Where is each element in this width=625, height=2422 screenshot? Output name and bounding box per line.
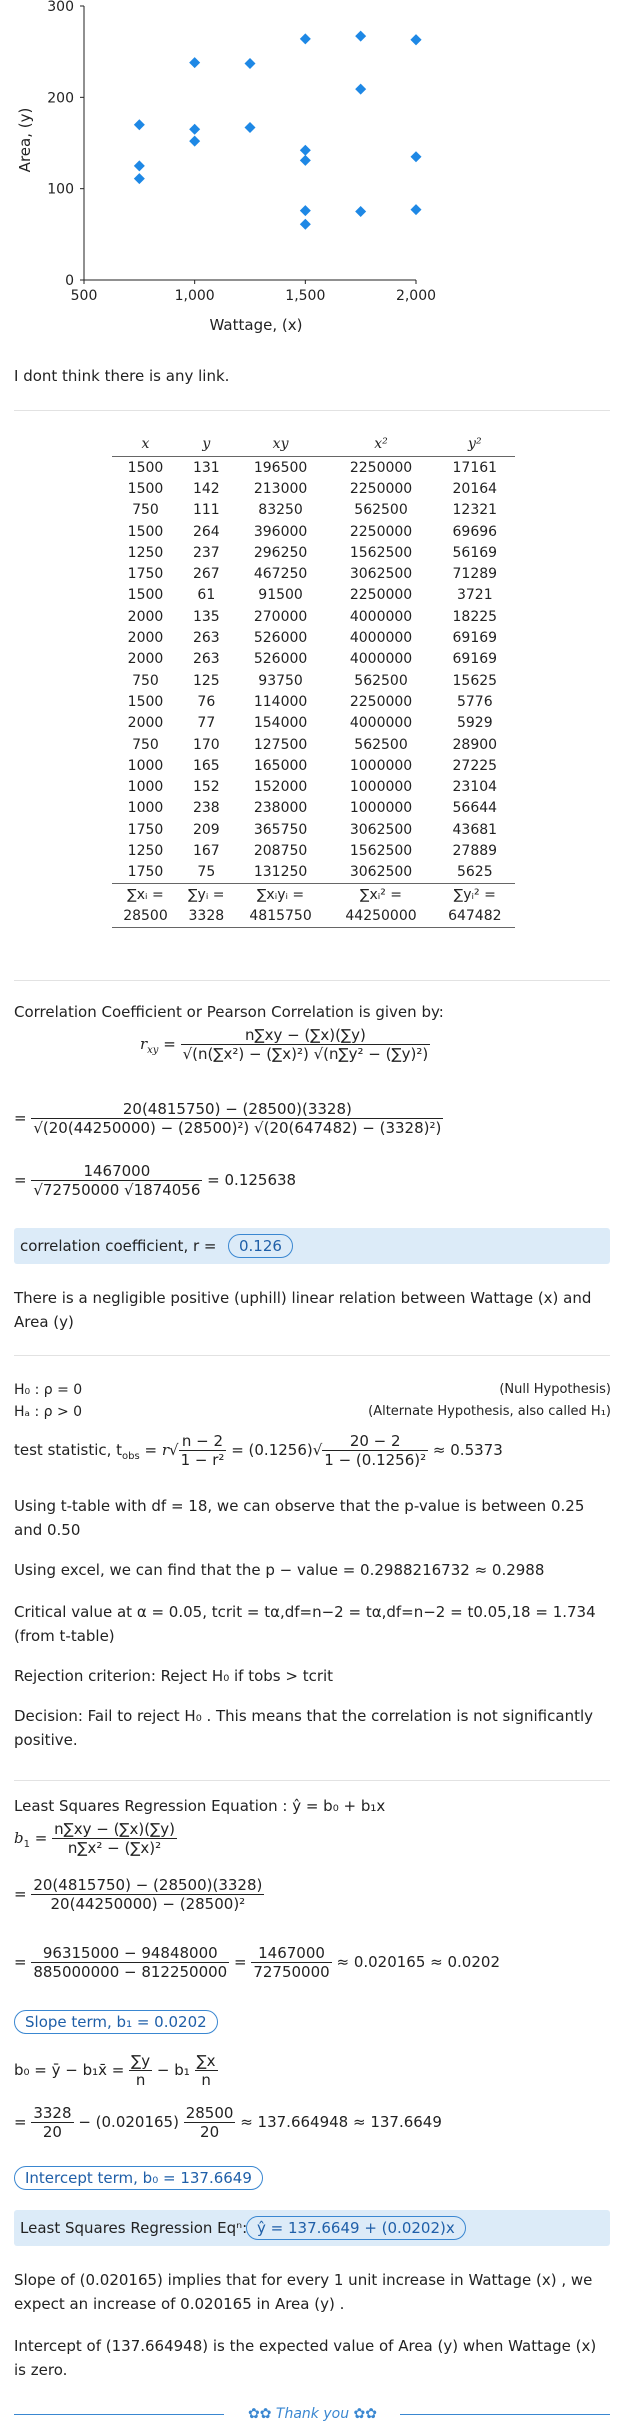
sum-value: 4815750 <box>234 905 328 927</box>
table-cell: 167 <box>192 842 220 859</box>
b0-result: ≈ 137.664948 ≈ 137.6649 <box>240 2113 442 2131</box>
table-cell: 3062500 <box>349 821 413 838</box>
x-tick-label: 2,000 <box>395 288 437 304</box>
table-cell: 238 <box>192 800 220 817</box>
table-row <box>112 457 515 479</box>
table-row <box>112 670 515 691</box>
data-point <box>300 205 311 216</box>
table-cell: 131 <box>192 459 220 476</box>
table-cell: 562500 <box>354 736 408 753</box>
table-cell: 2000 <box>127 715 164 732</box>
table-row <box>112 776 515 797</box>
data-point <box>355 84 366 95</box>
table-cell: 1750 <box>127 864 164 881</box>
correlation-result-bar <box>14 1228 610 1264</box>
rejection-criterion: Rejection criterion: Reject H₀ if tobs > tcrit <box>14 1667 334 1685</box>
table-header-row <box>112 432 515 457</box>
r-step2-denominator: √72750000 √1874056 <box>33 1181 201 1199</box>
table-cell: 1750 <box>127 566 164 583</box>
r-denominator: √(n(∑x²) − (∑x)²) √(n∑y² − (∑y)²) <box>182 1045 429 1063</box>
sum-value: 647482 <box>435 905 515 927</box>
table-cell: 750 <box>132 736 159 753</box>
x-tick-label: 1,500 <box>285 288 326 304</box>
b1-step3-denominator: 72750000 <box>253 1963 330 1981</box>
table-cell: 270000 <box>253 608 308 625</box>
no-link-text: I dont think there is any link. <box>14 367 230 385</box>
t-frac-denominator: 1 − r² <box>180 1451 225 1469</box>
r-step2-numerator: 1467000 <box>31 1162 202 1181</box>
intercept-pill: Intercept term, b₀ = 137.6649 <box>14 2166 263 2190</box>
table-cell: 127500 <box>253 736 308 753</box>
table-cell: 1500 <box>127 693 164 710</box>
divider <box>14 1355 610 1356</box>
x-tick-label: 1,000 <box>174 288 215 304</box>
alt-hypothesis-note: (Alternate Hypothesis, also called H₁) <box>368 1404 611 1419</box>
r-subscript: xy <box>147 1045 159 1056</box>
b1-denominator: n∑x² − (∑x)² <box>67 1839 162 1857</box>
sum-label: ∑xᵢ² = <box>327 883 434 905</box>
decision-text: Decision: Fail to reject H₀ . This means that the correlation is not significantly positive. <box>14 1707 594 1749</box>
sum-label: ∑yᵢ = <box>179 883 234 905</box>
table-cell: 170 <box>192 736 220 753</box>
b0-step: = $\frac{3328}{20}$ − (0.020165) $\frac{28500}{20}$ ≈ 137.664948 ≈ 137.6649 <box>14 2104 442 2141</box>
table-cell: 3062500 <box>349 864 413 881</box>
table-cell: 750 <box>132 672 159 689</box>
table-cell: 750 <box>132 502 159 519</box>
table-cell: 69169 <box>452 630 498 647</box>
b1-formula: $b_1$ = $\frac{n\sum xy - (\sum x)(\sum y)}{\text{n∑x² − (∑x)²}}$ <box>14 1820 175 1857</box>
data-point <box>355 31 366 42</box>
b0-formula <box>14 2052 218 2089</box>
data-point <box>189 124 200 135</box>
r-step-1: = $\frac{20(4815750) - (28500)(3328)}{\text{√(20(44250000) − (28500)²) √(20(647482) − (3328)²)}}$ <box>14 1100 442 1137</box>
table-cell: 365750 <box>253 821 308 838</box>
x-axis-label: Wattage, (x) <box>209 316 303 334</box>
table-cell: 3721 <box>456 587 493 604</box>
divider <box>14 410 610 411</box>
table-cell: 1562500 <box>349 842 413 859</box>
table-cell: 1500 <box>127 459 164 476</box>
table-cell: 93750 <box>258 672 303 689</box>
table-cell: 2000 <box>127 608 164 625</box>
column-header: x² <box>327 432 434 457</box>
table-row <box>112 713 515 734</box>
t-frac2-numerator: 20 − 2 <box>322 1432 428 1451</box>
table-row <box>112 819 515 840</box>
table-cell: 135 <box>192 608 220 625</box>
table-cell: 237 <box>192 544 220 561</box>
table-cell: 2250000 <box>349 587 413 604</box>
b0-s1-numerator: 3328 <box>33 2104 72 2122</box>
b1-step-1: = $\frac{20(4815750) - (28500)(3328)}{\text{20(44250000) − (28500)²}}$ <box>14 1876 263 1913</box>
table-cell: 1000000 <box>349 757 413 774</box>
b1-step3-numerator: 1467000 <box>251 1944 331 1963</box>
test-statistic: test statistic, $t_{obs} = r√$ $\frac{n - 2}{\text{1 − r²}}$ = (0.1256)√ $\frac{20 - 2}{\text{1 − (0.1256)²}}$ ≈ 0.5373 <box>14 1432 503 1469</box>
table-row <box>112 734 515 755</box>
table-cell: 4000000 <box>349 630 413 647</box>
y-tick-label: 100 <box>47 181 74 198</box>
alt-hypothesis: Hₐ : ρ > 0 <box>14 1404 83 1420</box>
data-point <box>245 122 256 133</box>
table-cell: 12321 <box>452 502 498 519</box>
data-point <box>300 219 311 230</box>
table-cell: 15625 <box>452 672 498 689</box>
y-tick-label: 0 <box>65 273 74 289</box>
column-header: xy <box>234 432 328 457</box>
table-row <box>112 691 515 712</box>
sum-label: ∑xᵢ = <box>112 883 179 905</box>
table-cell: 2250000 <box>349 693 413 710</box>
table-cell: 61 <box>197 587 216 604</box>
table-cell: 91500 <box>258 587 303 604</box>
table-row <box>112 606 515 627</box>
table-row <box>112 862 515 884</box>
table-cell: 69169 <box>452 651 498 668</box>
data-point <box>134 160 145 171</box>
sum-value: 3328 <box>179 905 234 927</box>
null-hypothesis-note: (Null Hypothesis) <box>499 1382 611 1397</box>
table-cell: 263 <box>192 651 220 668</box>
table-cell: 1500 <box>127 480 164 497</box>
table-row <box>112 478 515 499</box>
table-cell: 526000 <box>253 630 308 647</box>
ls-equation-title: Least Squares Regression Equation : ŷ = b₀ + b₁x <box>14 1797 386 1815</box>
b0-s2-denominator: 20 <box>200 2123 220 2141</box>
table-cell: 2250000 <box>349 459 413 476</box>
sum-value: 28500 <box>112 905 179 927</box>
table-cell: 526000 <box>253 651 308 668</box>
table-cell: 267 <box>192 566 220 583</box>
table-row <box>112 798 515 819</box>
r-symbol: r <box>140 1035 148 1053</box>
table-cell: 165 <box>192 757 220 774</box>
table-cell: 1562500 <box>349 544 413 561</box>
t-mid: = (0.1256) <box>231 1441 313 1459</box>
table-cell: 71289 <box>452 566 498 583</box>
r-step2-result: = 0.125638 <box>207 1171 297 1189</box>
table-cell: 296250 <box>253 544 308 561</box>
t-table-text: Using t-table with df = 18, we can observe that the p-value is between 0.25 and 0.50 <box>14 1497 585 1539</box>
table-cell: 165000 <box>253 757 308 774</box>
table-cell: 1250 <box>127 544 164 561</box>
data-point <box>300 155 311 166</box>
table-cell: 154000 <box>253 715 308 732</box>
table-cell: 263 <box>192 630 220 647</box>
y-tick-label: 300 <box>47 0 74 15</box>
table-cell: 27889 <box>452 842 498 859</box>
divider <box>14 980 610 981</box>
b1-step2-numerator: 96315000 − 94848000 <box>31 1944 229 1963</box>
b1-step1-numerator: 20(4815750) − (28500)(3328) <box>33 1876 263 1894</box>
b1-result: ≈ 0.020165 ≈ 0.0202 <box>336 1953 500 1971</box>
r-numerator: n∑xy − (∑x)(∑y) <box>181 1026 431 1045</box>
table-cell: 43681 <box>452 821 498 838</box>
b0-frac2-denominator: n <box>201 2071 211 2089</box>
r-step-2: = $\frac{1467000}{√72750000 √1874056}$ = 0.125638 <box>14 1162 297 1199</box>
table-cell: 131250 <box>253 864 308 881</box>
table-cell: 69696 <box>452 523 498 540</box>
table-cell: 152 <box>192 779 220 796</box>
table-row <box>112 563 515 584</box>
table-cell: 5929 <box>456 715 493 732</box>
table-cell: 2000 <box>127 651 164 668</box>
column-header: y² <box>435 432 515 457</box>
thank-you-text: Thank you <box>275 2406 350 2422</box>
scatter-chart <box>0 0 625 340</box>
ls-equation-label: Least Squares Regression Eqⁿ: <box>20 2219 248 2237</box>
table-cell: 1000000 <box>349 779 413 796</box>
data-point <box>300 33 311 44</box>
t-frac2-denominator: 1 − (0.1256)² <box>324 1451 427 1469</box>
sum-label-row <box>112 883 515 905</box>
correlation-intro: Correlation Coefficient or Pearson Correlation is given by: <box>14 1003 444 1021</box>
b0-frac1-denominator: n <box>135 2071 146 2089</box>
t-frac-numerator: n − 2 <box>179 1432 227 1451</box>
pearson-formula: $r_{xy}$ = $\frac{n\sum xy - (\sum x)(\sum y)}{\text{√(n(∑x²) − (∑x)²) √(n∑y² − (∑y)²)}}$ <box>140 1026 429 1063</box>
table-cell: 264 <box>192 523 220 540</box>
table-cell: 467250 <box>253 566 308 583</box>
data-point <box>189 136 200 147</box>
slope-pill: Slope term, b₁ = 0.0202 <box>14 2010 218 2034</box>
table-cell: 114000 <box>253 693 308 710</box>
table-cell: 77 <box>197 715 216 732</box>
table-cell: 213000 <box>253 480 308 497</box>
data-point <box>134 119 145 130</box>
b0-minus: − b₁ <box>156 2061 190 2079</box>
thank-you: ✿✿ Thank you ✿✿ <box>247 2406 377 2422</box>
data-point <box>134 173 145 184</box>
table-row <box>112 755 515 776</box>
table-cell: 2250000 <box>349 523 413 540</box>
table-cell: 2250000 <box>349 480 413 497</box>
slope-interpretation: Slope of (0.020165) implies that for every 1 unit increase in Wattage (x) , we expect an increase of 0.020165 in Area (y) . <box>14 2271 593 2313</box>
sum-value: 44250000 <box>327 905 434 927</box>
table-cell: 56169 <box>452 544 498 561</box>
table-cell: 56644 <box>452 800 498 817</box>
table-cell: 1000000 <box>349 800 413 817</box>
table-cell: 111 <box>192 502 220 519</box>
x-tick-label: 500 <box>70 288 98 304</box>
data-point <box>411 151 422 162</box>
table-row <box>112 542 515 563</box>
table-cell: 562500 <box>354 672 408 689</box>
table-cell: 18225 <box>452 608 498 625</box>
data-point <box>411 34 422 45</box>
data-point <box>300 145 311 156</box>
table-cell: 152000 <box>253 779 308 796</box>
table-cell: 17161 <box>452 459 498 476</box>
table-cell: 125 <box>192 672 220 689</box>
table-cell: 28900 <box>452 736 498 753</box>
table-cell: 75 <box>197 864 216 881</box>
b1-numerator: n∑xy − (∑x)(∑y) <box>54 1820 175 1838</box>
r-step1-numerator: 20(4815750) − (28500)(3328) <box>31 1100 443 1119</box>
b0-s2-numerator: 28500 <box>185 2104 234 2122</box>
b1-step-2: = $\frac{96315000 - 94848000}{885000000 - 812250000}$ = $\frac{1467000}{72750000}$ ≈ 0.020165 ≈ 0.0202 <box>14 1944 500 1981</box>
table-cell: 4000000 <box>349 651 413 668</box>
table-cell: 1750 <box>127 821 164 838</box>
table-row <box>112 521 515 542</box>
data-point <box>355 206 366 217</box>
table-cell: 208750 <box>253 842 308 859</box>
table-cell: 1250 <box>127 842 164 859</box>
table-cell: 1500 <box>127 587 164 604</box>
relation-text: There is a negligible positive (uphill) linear relation between Wattage (x) and Area (y) <box>14 1289 592 1331</box>
b0-s1-denominator: 20 <box>42 2123 62 2141</box>
test-statistic-label: test statistic, t <box>14 1441 123 1459</box>
table-cell: 562500 <box>354 502 408 519</box>
table-cell: 5776 <box>456 693 493 710</box>
column-header: x <box>112 432 179 457</box>
excel-text: Using excel, we can find that the p − value = 0.2988216732 ≈ 0.2988 <box>14 1561 545 1579</box>
y-tick-label: 200 <box>47 90 74 107</box>
test-statistic-subscript: obs <box>122 1451 140 1462</box>
correlation-value-pill: 0.126 <box>228 1234 293 1258</box>
table-cell: 396000 <box>253 523 308 540</box>
r-step1-denominator: √(20(44250000) − (28500)²) √(20(647482) − (3328)²) <box>33 1119 442 1137</box>
column-header: y <box>179 432 234 457</box>
table-cell: 23104 <box>452 779 498 796</box>
b0-lhs: b₀ = ȳ − b₁x̄ = <box>14 2061 125 2079</box>
table-cell: 142 <box>192 480 220 497</box>
table-row <box>112 840 515 861</box>
table-cell: 1000 <box>127 800 164 817</box>
critical-value-text: Critical value at α = 0.05, tcrit = tα,df=n−2 = tα,df=n−2 = t0.05,18 = 1.734 (from t-table) <box>14 1603 596 1645</box>
correlation-label: correlation coefficient, r = <box>20 1237 217 1255</box>
table-cell: 5625 <box>456 864 493 881</box>
b1-step1-denominator: 20(44250000) − (28500)² <box>50 1895 246 1913</box>
table-cell: 196500 <box>253 459 308 476</box>
sum-label: ∑yᵢ² = <box>435 883 515 905</box>
data-point <box>189 57 200 68</box>
table-cell: 20164 <box>452 480 498 497</box>
table-cell: 83250 <box>258 502 303 519</box>
b0-s-mid: − (0.020165) <box>78 2113 179 2131</box>
table-cell: 3062500 <box>349 566 413 583</box>
table-row <box>112 500 515 521</box>
table-cell: 4000000 <box>349 715 413 732</box>
sum-value-row <box>112 905 515 927</box>
divider <box>14 1780 610 1781</box>
table-cell: 1500 <box>127 523 164 540</box>
table-cell: 2000 <box>127 630 164 647</box>
intercept-interpretation: Intercept of (137.664948) is the expected value of Area (y) when Wattage (x) is zero. <box>14 2337 597 2379</box>
b0-frac1-numerator: ∑y <box>131 2052 151 2070</box>
table-cell: 4000000 <box>349 608 413 625</box>
data-point <box>411 204 422 215</box>
table-cell: 238000 <box>253 800 308 817</box>
table-row <box>112 649 515 670</box>
table-cell: 209 <box>192 821 220 838</box>
data-table <box>112 432 515 928</box>
ls-equation-pill: ŷ = 137.6649 + (0.0202)x <box>246 2216 466 2240</box>
table-cell: 76 <box>197 693 216 710</box>
test-statistic-result: ≈ 0.5373 <box>432 1441 503 1459</box>
ls-equation-bar <box>14 2210 610 2246</box>
b0-frac2-numerator: ∑x <box>196 2052 216 2070</box>
table-cell: 27225 <box>452 757 498 774</box>
table-row <box>112 627 515 648</box>
data-point <box>245 58 256 69</box>
y-axis-label: Area, (y) <box>16 107 34 173</box>
null-hypothesis: H₀ : ρ = 0 <box>14 1382 83 1398</box>
table-row <box>112 585 515 606</box>
b1-step2-denominator: 885000000 − 812250000 <box>33 1963 228 1981</box>
table-cell: 1000 <box>127 757 164 774</box>
table-cell: 1000 <box>127 779 164 796</box>
sum-label: ∑xᵢyᵢ = <box>234 883 328 905</box>
